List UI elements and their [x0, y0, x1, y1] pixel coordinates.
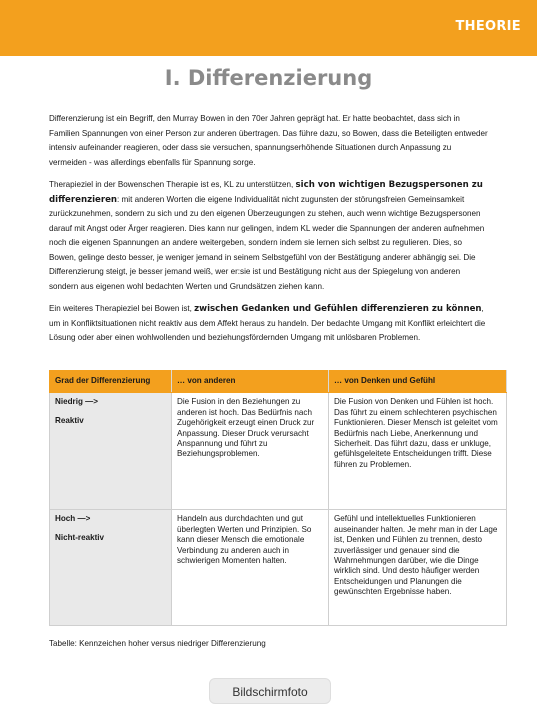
screenshot-label-button[interactable]: Bildschirmfoto [209, 678, 331, 704]
differentiation-table [49, 370, 507, 626]
header-bar [0, 0, 537, 56]
emphasis-text: sich von wichtigen Bezugspersonen zu differenzieren [49, 180, 483, 205]
paragraph-intro: Differenzierung ist ein Begriff, den Murray Bowen in den 70er Jahren geprägt hat. Er hatte beobachtet, dass sich in Familien Spannungen von einer Person zur anderen übertragen. Das führe dazu, so Bowen, dass die Beteiligten entweder intensiv aufeinander reagieren, oder dass sie versuchen, spannungserhöhende Situationen durch Anpassung zu vermeiden - was allerdings ebenfalls für Spannung sorge. [49, 114, 488, 167]
page-title: I. Differenzierung [164, 66, 373, 90]
paragraph-text: , um in Konfliktsituationen nicht reaktiv aus dem Affekt heraus zu handeln. Der bedachte Umgang mit Konflikt erleichtert die Lösung oder aber einen wohlwollenden und beziehungsfördernden Umgang mit unlösbaren Problemen. [49, 304, 486, 342]
mode-label: Nicht-reaktiv [55, 532, 105, 542]
thought-cell: Die Fusion von Denken und Fühlen ist hoch. Das führt zu einem schlechteren psychischen Funktionieren. Dieser Mensch ist geleitet vom Bedürfnis nach Liebe, Anerkennung und Sicherheit. Das führt dazu, dass er unkluge, gefühlsgeleitete Entscheidungen trifft. Diese führen zu Problemen. [329, 393, 507, 510]
table-caption: Tabelle: Kennzeichen hoher versus niedriger Differenzierung [49, 639, 266, 648]
level-cell [50, 393, 172, 510]
column-header: … von Denken und Gefühl [329, 371, 507, 393]
body-text [49, 112, 491, 350]
paragraph-therapy-goal [49, 178, 491, 294]
column-header: Grad der Differenzierung [50, 371, 172, 393]
thought-cell: Gefühl und intellektuelles Funktionieren auseinander halten. Je mehr man in der Lage ist, Denken und Fühlen zu trennen, desto zuverlässiger und genauer sind die Wahrnehmungen darüber, wie die Dinge wirklich sind. Und desto häufiger werden Entscheidungen und Planungen die gewünschten Ergebnisse haben. [329, 510, 507, 626]
column-header: … von anderen [172, 371, 329, 393]
others-cell: Handeln aus durchdachten und gut überlegten Werten und Prinzipien. So kann dieser Mensch die emotionale Verbindung zu anderen auch in schwierigen Momenten halten. [172, 510, 329, 626]
paragraph-second-goal [49, 302, 491, 346]
level-label: Niedrig —> [55, 397, 98, 407]
paragraph-text: : mit anderen Worten die eigene Individualität nicht zugunsten der störungsfreien Gemeinsamkeit zurückzunehmen, sondern zu sich und zu den eigenen Überzeugungen zu stehen, auch wenn wichtige Bezugspersonen darauf mit Angst oder Ärger reagieren. Dies kann nur gelingen, indem KL weder die Spannungen der anderen aufnehmen noch die eigenen Spannungen an andere weitergeben, sondern indem sie lernen sich selbst zu regulieren. Dies, so Bowen, gelinge desto besser, je weniger jemand in seinem Selbstgefühl von der Bestätigung anderer abhängig sei. Die Differenzierung steigt, je besser jemand weiß, wer er:sie ist und Bestätigung nicht aus der Spiegelung von anderen sondern aus eigenen wohl bedachten Werten und Grundsätzen ziehen kann. [49, 194, 485, 291]
table-row [50, 393, 507, 510]
table-header-row [50, 371, 507, 393]
level-label: Hoch —> [55, 514, 91, 524]
paragraph-text: Therapieziel in der Bowenschen Therapie ist es, KL zu unterstützen, [49, 180, 296, 189]
section-label: THEORIE [455, 19, 521, 34]
emphasis-text: zwischen Gedanken und Gefühlen differenzieren zu können [194, 304, 482, 314]
paragraph-text: Ein weiteres Therapieziel bei Bowen ist, [49, 304, 195, 313]
table-row [50, 510, 507, 626]
mode-label: Reaktiv [55, 415, 84, 425]
others-cell: Die Fusion in den Beziehungen zu anderen ist hoch. Das Bedürfnis nach Zugehörigkeit erzeugt einen Druck zur Anpassung. Dieser Druck verursacht Anspannung und führt zu Beziehungsproblemen. [172, 393, 329, 510]
level-cell [50, 510, 172, 626]
